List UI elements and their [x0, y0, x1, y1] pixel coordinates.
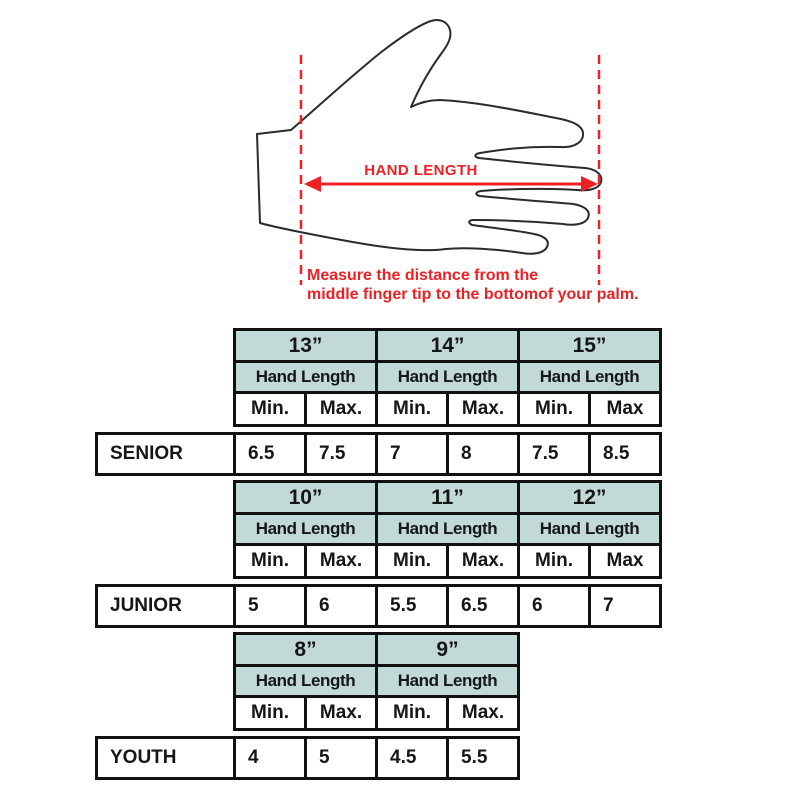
- min-value-cell: 7.5: [517, 432, 591, 476]
- size-header-cell: 10”: [233, 480, 378, 515]
- measure-caption: [307, 266, 639, 304]
- table-row: [95, 584, 662, 628]
- min-header-cell: Min.: [375, 695, 449, 731]
- hand-length-header-cell: Hand Length: [517, 512, 662, 546]
- size-header-row: [233, 632, 662, 667]
- section-youth: [95, 632, 662, 780]
- min-value-cell: 5.5: [375, 584, 449, 628]
- min-value-cell: 5: [233, 584, 307, 628]
- hand-length-header-row: [233, 512, 662, 546]
- max-value-cell: 6.5: [446, 584, 520, 628]
- max-header-cell: Max.: [446, 543, 520, 579]
- max-header-cell: Max.: [446, 695, 520, 731]
- measure-caption-line1: Measure the distance from the: [307, 267, 539, 284]
- row-label-senior: SENIOR: [95, 432, 236, 476]
- table-row: [95, 432, 662, 476]
- max-value-cell: 7.5: [304, 432, 378, 476]
- min-header-cell: Min.: [233, 543, 307, 579]
- measure-caption-line2: middle finger tip to the bottomof your palm.: [307, 286, 639, 303]
- size-header-cell: 8”: [233, 632, 378, 667]
- max-header-cell: Max: [588, 543, 662, 579]
- min-max-header-row: [233, 543, 662, 579]
- max-header-cell: Max.: [446, 391, 520, 427]
- min-header-cell: Min.: [517, 391, 591, 427]
- size-header-cell: 12”: [517, 480, 662, 515]
- min-header-cell: Min.: [233, 391, 307, 427]
- min-value-cell: 4: [233, 736, 307, 780]
- max-value-cell: 8: [446, 432, 520, 476]
- max-value-cell: 8.5: [588, 432, 662, 476]
- hand-outline: [257, 20, 601, 254]
- min-max-header-row: [233, 391, 662, 427]
- size-header-cell: 14”: [375, 328, 520, 363]
- size-header-cell: 9”: [375, 632, 520, 667]
- hand-length-header-row: [233, 360, 662, 394]
- hand-length-header-row: [233, 664, 662, 698]
- sizing-table: [95, 328, 662, 780]
- hand-length-header-cell: Hand Length: [233, 664, 378, 698]
- size-header-cell: 15”: [517, 328, 662, 363]
- row-label-youth: YOUTH: [95, 736, 236, 780]
- max-value-cell: 6: [304, 584, 378, 628]
- size-header-row: [233, 328, 662, 363]
- max-value-cell: 7: [588, 584, 662, 628]
- max-value-cell: 5: [304, 736, 378, 780]
- hand-length-label: HAND LENGTH: [364, 162, 478, 179]
- min-header-cell: Min.: [233, 695, 307, 731]
- table-row: [95, 736, 662, 780]
- hand-length-header-cell: Hand Length: [233, 512, 378, 546]
- section-junior: [95, 480, 662, 628]
- min-value-cell: 6.5: [233, 432, 307, 476]
- section-senior: [95, 328, 662, 476]
- min-value-cell: 6: [517, 584, 591, 628]
- min-max-header-row: [233, 695, 662, 731]
- hand-length-header-cell: Hand Length: [375, 512, 520, 546]
- min-value-cell: 4.5: [375, 736, 449, 780]
- hand-length-header-cell: Hand Length: [517, 360, 662, 394]
- hand-length-header-cell: Hand Length: [233, 360, 378, 394]
- size-header-cell: 13”: [233, 328, 378, 363]
- max-header-cell: Max.: [304, 391, 378, 427]
- hand-length-header-cell: Hand Length: [375, 360, 520, 394]
- row-label-junior: JUNIOR: [95, 584, 236, 628]
- min-header-cell: Min.: [517, 543, 591, 579]
- max-header-cell: Max: [588, 391, 662, 427]
- min-header-cell: Min.: [375, 543, 449, 579]
- min-value-cell: 7: [375, 432, 449, 476]
- size-header-row: [233, 480, 662, 515]
- hand-length-header-cell: Hand Length: [375, 664, 520, 698]
- max-header-cell: Max.: [304, 695, 378, 731]
- max-value-cell: 5.5: [446, 736, 520, 780]
- size-header-cell: 11”: [375, 480, 520, 515]
- max-header-cell: Max.: [304, 543, 378, 579]
- min-header-cell: Min.: [375, 391, 449, 427]
